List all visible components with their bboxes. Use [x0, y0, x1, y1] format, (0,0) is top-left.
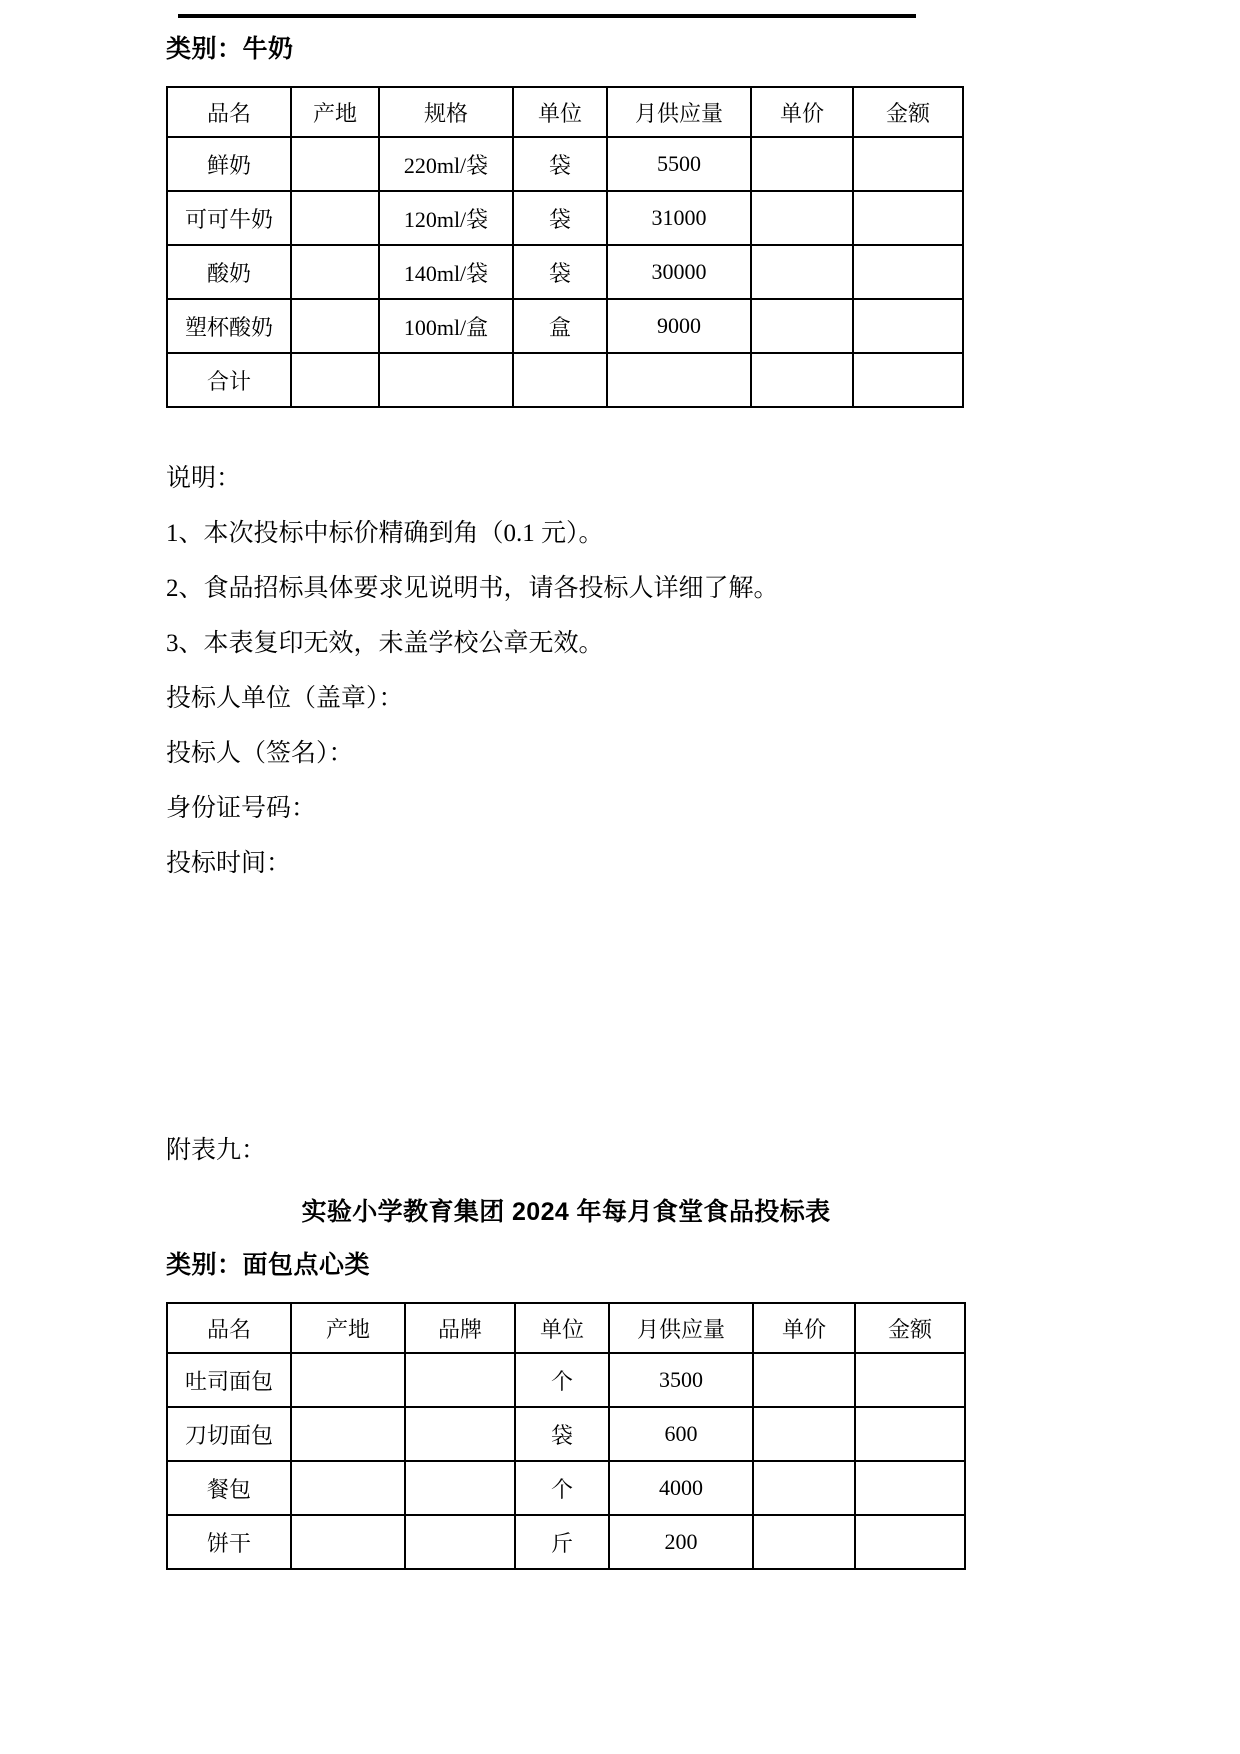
cell-unit-price[interactable]	[751, 353, 853, 407]
table-total-row	[167, 353, 963, 407]
cell-monthly-supply: 4000	[609, 1461, 753, 1515]
signature-field-bidder-unit-seal[interactable]: 投标人单位（盖章）：	[166, 685, 404, 712]
signature-field-id-number[interactable]: 身份证号码：	[166, 795, 317, 822]
cell-unit-price[interactable]	[751, 191, 853, 245]
cell-monthly-supply: 30000	[607, 245, 751, 299]
cell-origin[interactable]	[291, 299, 379, 353]
cell-unit: 个	[515, 1461, 609, 1515]
cell-origin[interactable]	[291, 1515, 405, 1569]
cell-spec: 220ml/袋	[379, 137, 513, 191]
table-header-row	[167, 1303, 965, 1353]
cell-amount[interactable]	[855, 1407, 965, 1461]
attachment-label: 附表九：	[166, 1137, 267, 1164]
cell-origin	[291, 353, 379, 407]
cell-origin[interactable]	[291, 1353, 405, 1407]
cell-unit-price[interactable]	[751, 245, 853, 299]
cell-monthly-supply: 200	[609, 1515, 753, 1569]
cell-origin[interactable]	[291, 1461, 405, 1515]
cell-monthly-supply: 9000	[607, 299, 751, 353]
column-header-monthly-supply: 月供应量	[607, 87, 751, 137]
cell-unit: 袋	[513, 245, 607, 299]
column-header-amount: 金额	[855, 1303, 965, 1353]
cell-monthly-supply	[607, 353, 751, 407]
column-header-origin: 产地	[291, 87, 379, 137]
cell-name: 餐包	[167, 1461, 291, 1515]
column-header-brand: 品牌	[405, 1303, 515, 1353]
cell-unit: 袋	[513, 137, 607, 191]
cell-spec: 100ml/盒	[379, 299, 513, 353]
column-header-unit: 单位	[513, 87, 607, 137]
cell-unit: 袋	[515, 1407, 609, 1461]
cell-origin[interactable]	[291, 137, 379, 191]
cell-amount[interactable]	[855, 1353, 965, 1407]
table-row	[167, 1515, 965, 1569]
signature-field-bid-time[interactable]: 投标时间：	[166, 850, 292, 877]
cell-spec	[379, 353, 513, 407]
table-row	[167, 299, 963, 353]
cell-unit: 个	[515, 1353, 609, 1407]
cell-name: 饼干	[167, 1515, 291, 1569]
cell-unit-price[interactable]	[753, 1515, 855, 1569]
cell-name: 酸奶	[167, 245, 291, 299]
bread-category-label: 类别：面包点心类	[166, 1251, 371, 1279]
cell-unit-price[interactable]	[753, 1353, 855, 1407]
column-header-unit: 单位	[515, 1303, 609, 1353]
cell-origin[interactable]	[291, 191, 379, 245]
bread-bid-table	[166, 1302, 966, 1570]
cell-unit-price[interactable]	[753, 1407, 855, 1461]
cell-amount[interactable]	[853, 191, 963, 245]
table-row	[167, 137, 963, 191]
cell-brand[interactable]	[405, 1353, 515, 1407]
cell-amount[interactable]	[855, 1515, 965, 1569]
cell-spec: 140ml/袋	[379, 245, 513, 299]
cell-unit: 斤	[515, 1515, 609, 1569]
cell-unit	[513, 353, 607, 407]
cell-brand[interactable]	[405, 1515, 515, 1569]
column-header-origin: 产地	[291, 1303, 405, 1353]
cell-total-amount[interactable]	[853, 353, 963, 407]
cell-amount[interactable]	[855, 1461, 965, 1515]
cell-name: 吐司面包	[167, 1353, 291, 1407]
milk-category-label: 类别：牛奶	[166, 35, 294, 63]
cell-name: 刀切面包	[167, 1407, 291, 1461]
cell-name: 可可牛奶	[167, 191, 291, 245]
cell-brand[interactable]	[405, 1407, 515, 1461]
cell-name: 鲜奶	[167, 137, 291, 191]
notes-heading: 说明：	[166, 465, 242, 492]
cell-unit: 袋	[513, 191, 607, 245]
milk-bid-table	[166, 86, 964, 408]
note-item-2: 2、食品招标具体要求见说明书，请各投标人详细了解。	[166, 575, 779, 602]
column-header-monthly-supply: 月供应量	[609, 1303, 753, 1353]
cell-total-label: 合计	[167, 353, 291, 407]
cell-monthly-supply: 600	[609, 1407, 753, 1461]
document-title: 实验小学教育集团 2024 年每月食堂食品投标表	[301, 1198, 831, 1226]
cell-brand[interactable]	[405, 1461, 515, 1515]
table-row	[167, 245, 963, 299]
cell-spec: 120ml/袋	[379, 191, 513, 245]
cell-origin[interactable]	[291, 1407, 405, 1461]
cell-amount[interactable]	[853, 299, 963, 353]
milk-section	[166, 34, 966, 408]
cell-monthly-supply: 3500	[609, 1353, 753, 1407]
table-row	[167, 191, 963, 245]
cell-unit-price[interactable]	[751, 299, 853, 353]
column-header-unit-price: 单价	[753, 1303, 855, 1353]
cell-unit: 盒	[513, 299, 607, 353]
notes-section	[166, 466, 966, 876]
cell-origin[interactable]	[291, 245, 379, 299]
note-item-3: 3、本表复印无效，未盖学校公章无效。	[166, 630, 604, 657]
cell-unit-price[interactable]	[751, 137, 853, 191]
cell-monthly-supply: 31000	[607, 191, 751, 245]
cell-name: 塑杯酸奶	[167, 299, 291, 353]
column-header-amount: 金额	[853, 87, 963, 137]
column-header-spec: 规格	[379, 87, 513, 137]
cell-amount[interactable]	[853, 137, 963, 191]
column-header-unit-price: 单价	[751, 87, 853, 137]
table-row	[167, 1353, 965, 1407]
cell-unit-price[interactable]	[753, 1461, 855, 1515]
bread-section	[166, 1136, 966, 1570]
cell-monthly-supply: 5500	[607, 137, 751, 191]
cell-amount[interactable]	[853, 245, 963, 299]
table-row	[167, 1407, 965, 1461]
column-header-name: 品名	[167, 87, 291, 137]
signature-field-bidder-signature[interactable]: 投标人（签名）：	[166, 740, 354, 767]
table-row	[167, 1461, 965, 1515]
note-item-1: 1、本次投标中标价精确到角（0.1 元）。	[166, 520, 604, 547]
table-header-row	[167, 87, 963, 137]
column-header-name: 品名	[167, 1303, 291, 1353]
